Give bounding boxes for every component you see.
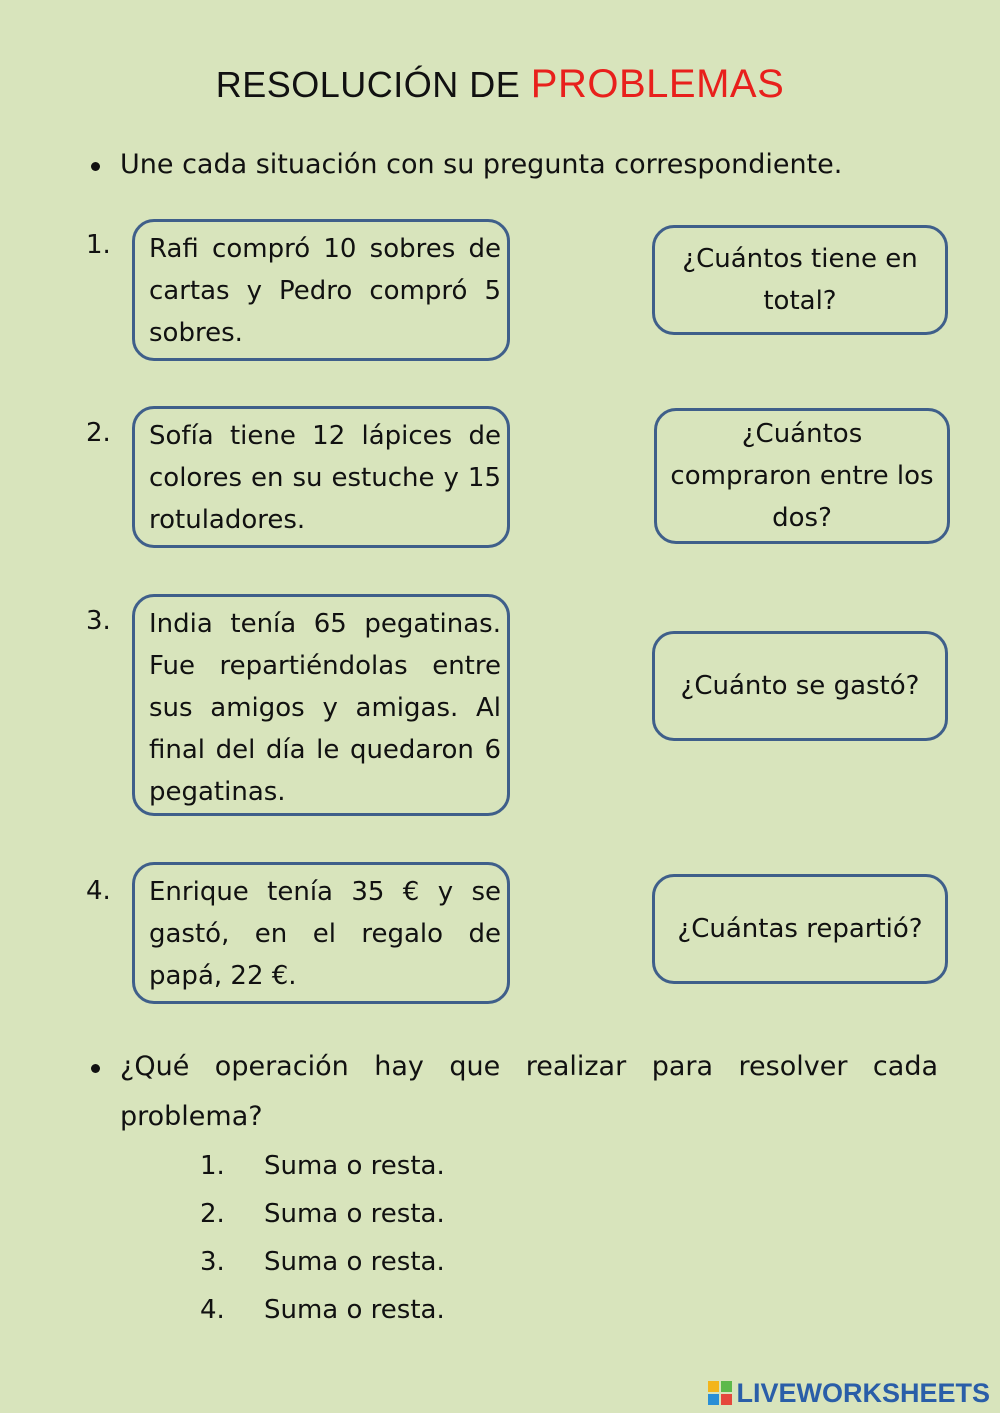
- operation-select-4[interactable]: Suma o resta.: [264, 1295, 445, 1325]
- question-text-3: ¿Cuánto se gastó?: [680, 671, 920, 701]
- question-text-1: ¿Cuántos tiene en total?: [682, 244, 918, 316]
- liveworksheets-icon: [707, 1380, 733, 1406]
- instruction-2: ¿Qué operación hay que realizar para resolver cada problema?: [120, 1042, 938, 1142]
- situation-text-1: Rafi compró 10 sobres de cartas y Pedro compró 5 sobres.: [149, 234, 501, 348]
- situation-box-2[interactable]: [132, 406, 510, 548]
- situation-box-3[interactable]: [132, 594, 510, 816]
- question-text-4: ¿Cuántas repartió?: [677, 914, 923, 944]
- situation-box-1[interactable]: [132, 219, 510, 361]
- situation-text-3: India tenía 65 pegatinas. Fue repartiéndolas entre sus amigos y amigas. Al final del día le quedaron 6 pegatinas.: [149, 609, 501, 807]
- question-text-2: ¿Cuántos compraron entre los dos?: [670, 419, 934, 533]
- operation-number-2: 2.: [200, 1199, 225, 1229]
- title-part-2: PROBLEMAS: [530, 62, 785, 106]
- situation-number-1: 1.: [86, 230, 111, 260]
- title-part-1: RESOLUCIÓN DE: [215, 64, 531, 105]
- page-title: [0, 62, 1000, 107]
- situation-text-2: Sofía tiene 12 lápices de colores en su estuche y 15 rotuladores.: [149, 421, 501, 535]
- operation-select-1[interactable]: Suma o resta.: [264, 1151, 445, 1181]
- liveworksheets-logo: [707, 1378, 990, 1408]
- situation-box-4[interactable]: [132, 862, 510, 1004]
- operation-number-1: 1.: [200, 1151, 225, 1181]
- situation-number-2: 2.: [86, 418, 111, 448]
- question-box-1[interactable]: [652, 225, 948, 335]
- instruction-1: Une cada situación con su pregunta correspondiente.: [120, 140, 842, 190]
- operation-select-2[interactable]: Suma o resta.: [264, 1199, 445, 1229]
- brand-name: LIVEWORKSHEETS: [736, 1377, 990, 1408]
- situation-number-4: 4.: [86, 876, 111, 906]
- question-box-2[interactable]: [654, 408, 950, 544]
- question-box-3[interactable]: [652, 631, 948, 741]
- situation-number-3: 3.: [86, 606, 111, 636]
- situation-text-4: Enrique tenía 35 € y se gastó, en el regalo de papá, 22 €.: [149, 877, 501, 991]
- operation-number-3: 3.: [200, 1247, 225, 1277]
- operation-select-3[interactable]: Suma o resta.: [264, 1247, 445, 1277]
- operation-number-4: 4.: [200, 1295, 225, 1325]
- question-box-4[interactable]: [652, 874, 948, 984]
